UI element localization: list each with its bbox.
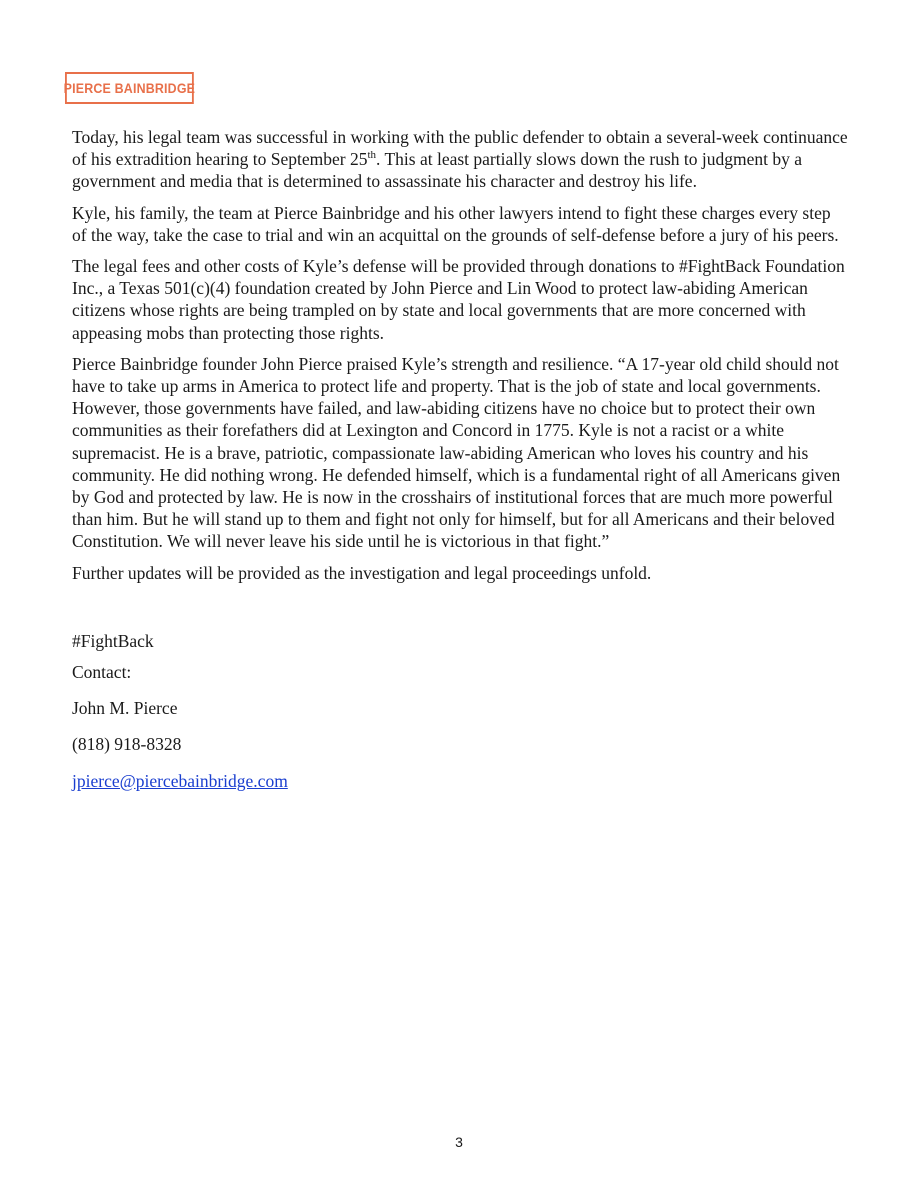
paragraph-continuance [72, 126, 848, 193]
page-number: 3 [455, 1134, 463, 1150]
paragraph-founder-quote: Pierce Bainbridge founder John Pierce praised Kyle’s strength and resilience. “A 17-year old child should not have to take up arms in America to protect life and property. That is the job of state and local governments. However, those governments have failed, and law-abiding citizens have no choice but to protect their own communities as their forefathers did at Lexington and Concord in 1775. Kyle is not a racist or a white supremacist. He is a brave, patriotic, compassionate law-abiding American who loves his country and his community. He did nothing wrong. He defended himself, which is a fundamental right of all Americans given by God and protected by law. He is now in the crosshairs of institutional forces that are much more powerful than him. But he will stand up to them and fight not only for himself, but for all Americans and their beloved Constitution. We will never leave his side until he is victorious in that fight.” [72, 353, 841, 552]
contact-email-link[interactable]: jpierce@piercebainbridge.com [72, 770, 288, 791]
paragraph-further-updates: Further updates will be provided as the investigation and legal proceedings unfold. [72, 562, 652, 583]
pierce-bainbridge-logo [65, 72, 194, 104]
p1-superscript: th [367, 149, 377, 162]
document-body [72, 126, 848, 806]
contact-name: John M. Pierce [72, 698, 178, 719]
p1-text-before: Today, his legal team was successful in working with the public defender to obtain a several-week continuance of his extradition hearing to September 25 [72, 127, 848, 170]
p1-text-after: . This at least partially slows down the rush to judgment by a government and media that is determined to assassinate his character and destroy his life. [72, 149, 802, 192]
hashtag-fightback: #FightBack [72, 630, 154, 651]
paragraph-fight-charges: Kyle, his family, the team at Pierce Bainbridge and his other lawyers intend to fight these charges every step of the way, take the case to trial and win an acquittal on the grounds of self-defense before a jury of his peers. [72, 202, 839, 245]
contact-phone: (818) 918-8328 [72, 734, 182, 755]
paragraph-legal-fees: The legal fees and other costs of Kyle’s defense will be provided through donations to #FightBack Foundation Inc., a Texas 501(c)(4) foundation created by John Pierce and Lin Wood to protect law-abiding American citizens whose rights are being trampled on by state and local governments that are more concerned with appeasing mobs than protecting those rights. [72, 256, 845, 343]
contact-label: Contact: [72, 662, 132, 683]
logo-text: PIERCE BAINBRIDGE [63, 80, 196, 96]
